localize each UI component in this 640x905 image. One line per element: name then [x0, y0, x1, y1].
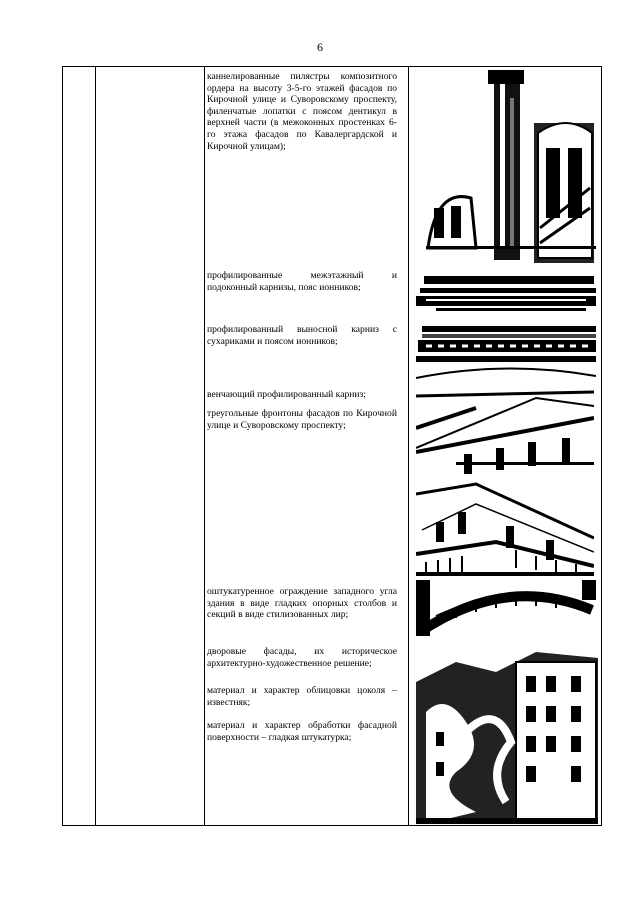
- building-corner-photo-icon: [416, 482, 594, 576]
- item-crowning-cornice-text: венчающий профилированный карниз;: [207, 389, 366, 400]
- item-interfloor-cornice-text: профилированные межэтажный и подоконный карнизы, пояс ионников;: [207, 270, 397, 293]
- interfloor-cornice-photo-icon: [416, 268, 596, 313]
- courtyard-facade-photo-icon: [416, 642, 598, 824]
- item-pilasters-text: каннелированные пилястры композитного ордера на высоту 3-5-го этажей фасадов по Кирочной улице и Суворовскому проспекту, филенчатые лопатки с поясом дентикул в верхней части (в межоконных простенках 6-го этажа фасадов по Кавалергардской и Кирочной улицам);: [207, 71, 397, 152]
- column-divider: [204, 67, 205, 825]
- lyre-fence-photo-icon: [416, 580, 596, 636]
- column-divider: [408, 67, 409, 825]
- item-facade-surface-text: материал и характер обработки фасадной поверхности – гладкая штукатурка;: [207, 720, 397, 743]
- item-pediments-text: треугольные фронтоны фасадов по Кирочной улице и Суворовскому проспекту;: [207, 408, 397, 431]
- page-number: 6: [317, 40, 323, 54]
- pediment-photo-icon: [416, 388, 594, 476]
- column-divider: [95, 67, 96, 825]
- pilasters-photo-icon: [416, 68, 596, 263]
- item-fence-text: оштукатуренное ограждение западного угла здания в виде гладких опорных столбов и секций в виде стилизованных лир;: [207, 586, 397, 621]
- item-courtyard-facades-text: дворовые фасады, их историческое архитектурно-художественное решение;: [207, 646, 397, 669]
- projecting-cornice-photo-icon: [416, 320, 596, 382]
- item-projecting-cornice-text: профилированный выносной карниз с сухариками и поясом ионников;: [207, 324, 397, 347]
- item-plinth-material-text: материал и характер облицовки цоколя – известняк;: [207, 685, 397, 708]
